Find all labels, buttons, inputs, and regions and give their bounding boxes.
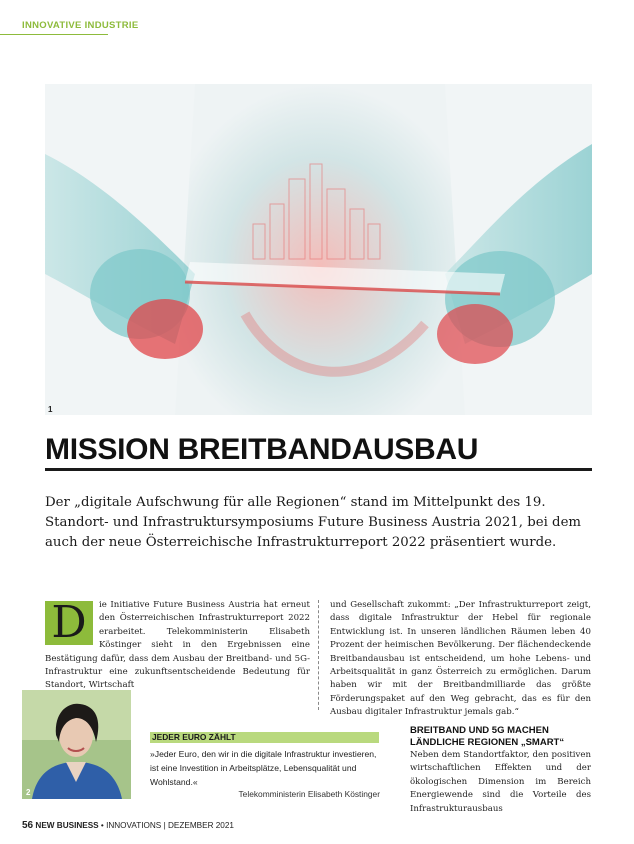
footer-section: INNOVATIONS <box>106 821 162 830</box>
column-divider <box>318 600 319 710</box>
subheading: BREITBAND UND 5G MACHEN LÄNDLICHE REGIONEN „SMART“ <box>410 725 565 748</box>
footer-separator: • <box>100 821 104 830</box>
section-rule <box>0 34 108 35</box>
footer-brand: NEW BUSINESS <box>35 821 99 830</box>
body-column-3: Neben dem Standortfaktor, den positiven wirtschaftlichen Effekten und der ökologischen Dimension im Bereich Energiewende sind die Vorteile des Infrastrukturausbaus <box>410 750 591 814</box>
headline: MISSION BREITBANDAUSBAU <box>45 433 479 466</box>
footer-issue: DEZEMBER 2021 <box>167 821 234 830</box>
page-footer <box>22 820 234 831</box>
quote-source: Telekomministerin Elisabeth Köstinger <box>238 789 380 799</box>
drop-cap: D <box>45 601 93 645</box>
body-column-1-text: ie Initiative Future Business Austria hat erneut den Österreichischen Infrastrukturreport 2022 erarbeitet. Telekomministerin Elisabeth Köstinger sieht in den Ergebnissen eine Bestätigung dafür, dass dem Ausbau der Breitband- und 5G-Infrastruktur eine zukunftsentscheidende Bedeutung für Standort, Wirtschaft <box>45 600 310 691</box>
figure-1-label: 1 <box>48 405 53 414</box>
page-number: 56 <box>22 820 34 831</box>
section-label: INNOVATIVE INDUSTRIE <box>22 20 139 31</box>
portrait-photo <box>22 690 131 799</box>
figure-2-label: 2 <box>26 788 31 797</box>
headline-rule <box>45 468 592 471</box>
hero-image <box>45 84 592 415</box>
lead-paragraph: Der „digitale Aufschwung für alle Regionen“ stand im Mittelpunkt des 19. Standort- und Infrastruktursymposiums Future Business Austria 2021, bei dem auch der neue Österreichische Infrastrukturreport 2022 präsentiert wurde. <box>45 495 582 550</box>
quote-heading: JEDER EURO ZÄHLT <box>150 732 379 743</box>
quote-text: »Jeder Euro, den wir in die digitale Infrastruktur investieren, ist eine Investition in Arbeitsplätze, Lebensqualität und Wohlstand.« <box>150 749 377 787</box>
body-column-2: und Gesellschaft zukommt: „Der Infrastrukturreport zeigt, dass digitale Infrastruktur der Hebel für regionale Entwicklung ist. In unseren ländlichen Räumen leben 40 Prozent der heimischen Bevölkerung. Der flächendeckende Breitbandausbau ist entscheidend, um hohe Lebens- und Arbeitsqualität in ganz Österreich zu ermöglichen. Darum haben wir mit der Breitbandmilliarde das größte Förderungspaket auf den Weg gebracht, das es für den Ausbau digitaler Infrastruktur jemals gab.“ <box>330 600 591 718</box>
footer-divider: | <box>163 821 166 830</box>
body-column-1 <box>45 599 310 693</box>
